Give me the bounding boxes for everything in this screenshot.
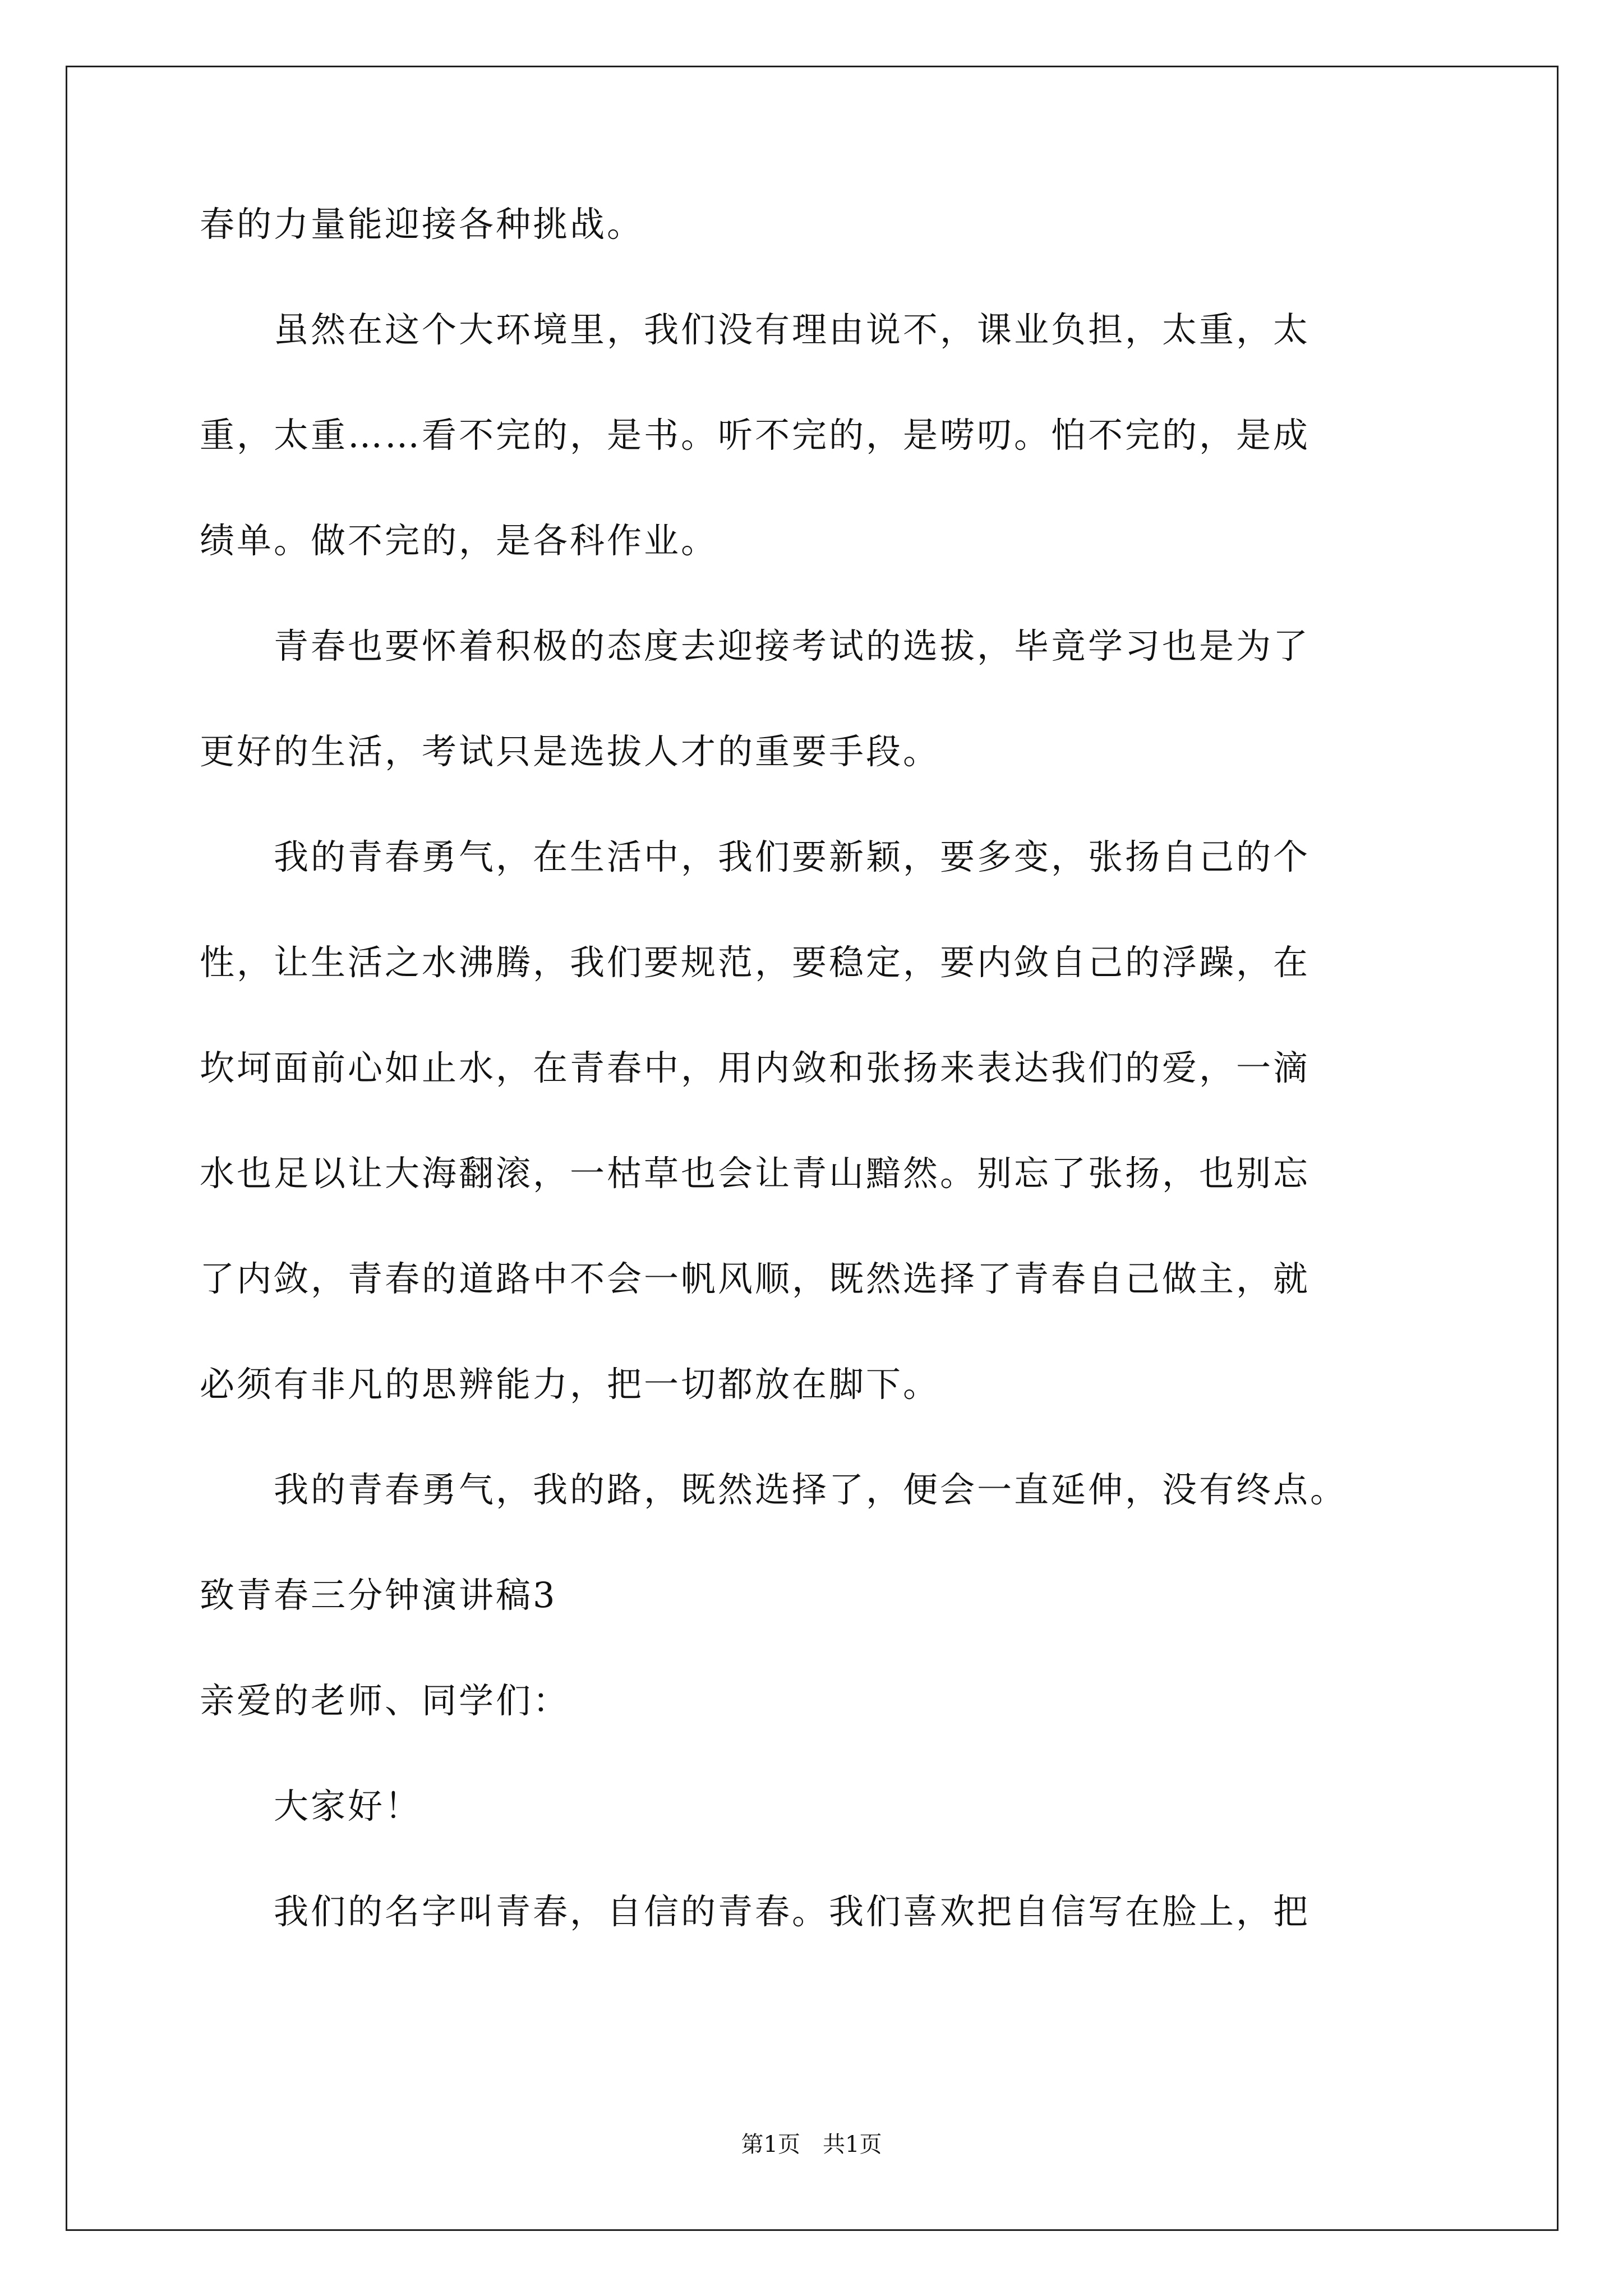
text-line: 绩单。做不完的，是各科作业。	[200, 520, 718, 561]
text-line: 春的力量能迎接各种挑战。	[200, 204, 644, 245]
text-line: 更好的生活，考试只是选拔人才的重要手段。	[200, 731, 940, 772]
text-line: 水也足以让大海翻滚，一枯草也会让青山黯然。别忘了张扬，也别忘	[200, 1153, 1311, 1194]
text-line: 性，让生活之水沸腾，我们要规范，要稳定，要内敛自己的浮躁，在	[200, 942, 1311, 983]
salutation: 亲爱的老师、同学们：	[200, 1680, 570, 1721]
text-line: 坎坷面前心如止水，在青春中，用内敛和张扬来表达我们的爱，一滴	[200, 1047, 1311, 1088]
text-line: 必须有非凡的思辨能力，把一切都放在脚下。	[200, 1364, 940, 1405]
text-line: 我的青春勇气，在生活中，我们要新颖，要多变，张扬自己的个	[200, 836, 1311, 877]
text-line: 重，太重……看不完的，是书。听不完的，是唠叨。怕不完的，是成	[200, 415, 1311, 455]
text-line: 青春也要怀着积极的态度去迎接考试的选拔，毕竟学习也是为了	[200, 625, 1311, 666]
text-line: 我的青春勇气，我的路，既然选择了，便会一直延伸，没有终点。	[200, 1469, 1348, 1510]
text-line: 虽然在这个大环境里，我们没有理由说不，课业负担，太重，太	[200, 309, 1311, 350]
text-line: 我们的名字叫青春，自信的青春。我们喜欢把自信写在脸上，把	[200, 1891, 1311, 1932]
page-number-footer: 第1页 共1页	[741, 2132, 882, 2157]
text-line: 了内敛，青春的道路中不会一帆风顺，既然选择了青春自己做主，就	[200, 1258, 1311, 1299]
greeting: 大家好！	[200, 1786, 422, 1826]
section-heading: 致青春三分钟演讲稿3	[200, 1575, 557, 1616]
